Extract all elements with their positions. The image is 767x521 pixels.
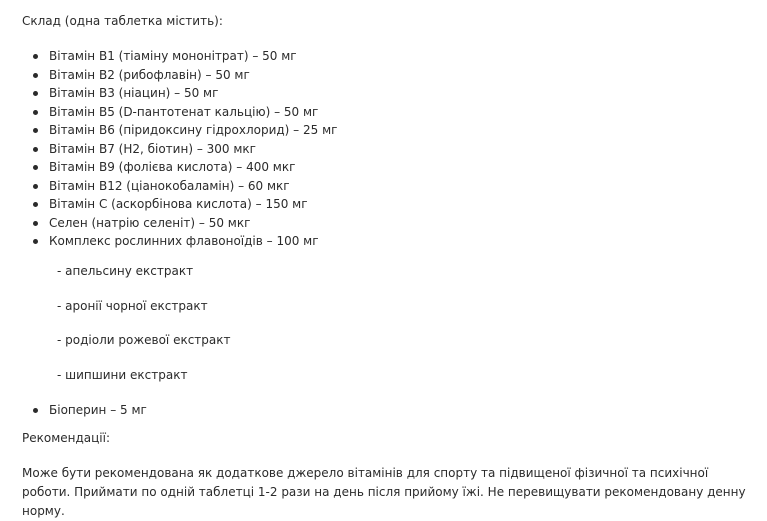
list-item <box>22 47 337 66</box>
bullet-icon <box>33 408 38 413</box>
list-item <box>22 177 337 196</box>
bullet-icon <box>33 239 38 244</box>
ingredient-label: Вітамін В2 (рибофлавін) – 50 мг <box>49 67 250 82</box>
list-item <box>22 401 147 419</box>
bullet-icon <box>33 165 38 170</box>
flavonoid-sub-item: - родіоли рожевої екстракт <box>57 333 231 347</box>
recommendations-heading: Рекомендації: <box>22 431 111 445</box>
ingredient-label: Вітамін В9 (фолієва кислота) – 400 мкг <box>49 160 296 174</box>
list-item <box>22 140 337 159</box>
bullet-icon <box>33 54 38 59</box>
list-item <box>22 121 337 140</box>
bullet-icon <box>33 91 38 96</box>
list-item <box>22 84 337 103</box>
bullet-icon <box>33 184 38 189</box>
list-item <box>22 103 337 122</box>
ingredient-label: Біоперин – 5 мг <box>49 403 147 417</box>
bullet-icon <box>33 147 38 152</box>
bullet-icon <box>33 221 38 226</box>
bullet-icon <box>33 73 38 78</box>
recommendations-text: Може бути рекомендована як додаткове джерело вітамінів для спорту та підвищеної фізичної та психічної роботи. Приймати по одній таблетці 1-2 рази на день після прийому їжі. Не перевищувати рекомендовану денну норму. <box>22 466 746 518</box>
list-item <box>22 66 337 85</box>
bullet-icon <box>33 110 38 115</box>
ingredient-label: Вітамін В7 (Н2, біотин) – 300 мкг <box>49 141 256 156</box>
bullet-icon <box>33 128 38 133</box>
ingredient-label: Вітамін В5 (D-пантотенат кальцію) – 50 мг <box>49 104 319 119</box>
ingredient-list <box>22 47 337 251</box>
ingredient-label: Вітамін В1 (тіаміну мононітрат) – 50 мг <box>49 49 297 63</box>
ingredient-label: Вітамін С (аскорбінова кислота) – 150 мг <box>49 197 308 211</box>
flavonoid-sub-item: - шипшини екстракт <box>57 368 188 382</box>
ingredient-label: Вітамін В6 (піридоксину гідрохлорид) – 25 мг <box>49 123 338 137</box>
ingredient-label: Вітамін В12 (ціанокобаламін) – 60 мкг <box>49 178 290 193</box>
list-item <box>22 214 337 233</box>
list-item <box>22 158 337 177</box>
ingredient-label: Комплекс рослинних флавоноїдів – 100 мг <box>49 234 319 248</box>
list-item <box>22 195 337 214</box>
flavonoid-sub-item: - апельсину екстракт <box>57 264 194 278</box>
composition-heading: Склад (одна таблетка містить): <box>22 14 223 28</box>
list-item <box>22 232 337 251</box>
ingredient-label: Вітамін В3 (ніацин) – 50 мг <box>49 86 219 100</box>
ingredient-label: Селен (натрію селеніт) – 50 мкг <box>49 215 251 230</box>
bullet-icon <box>33 202 38 207</box>
flavonoid-sub-item: - аронії чорної екстракт <box>57 299 208 313</box>
